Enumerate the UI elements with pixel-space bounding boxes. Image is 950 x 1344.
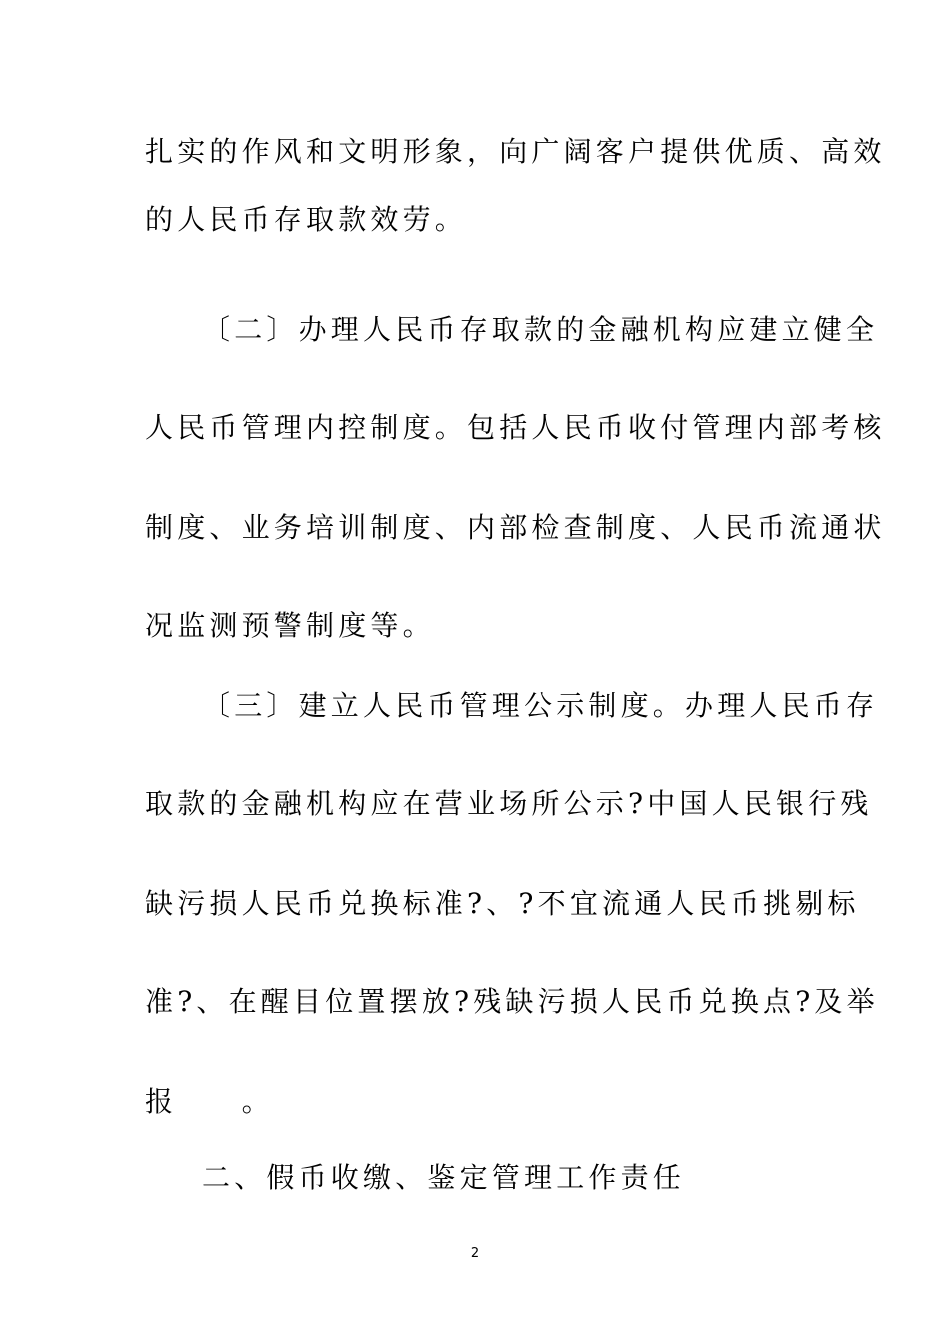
section-heading: 二、假币收缴、鉴定管理工作责任 <box>202 1161 686 1194</box>
page-number: 2 <box>470 1246 480 1261</box>
paragraph-line: 制度、业务培训制度、内部检查制度、人民币流通状 <box>145 511 886 544</box>
paragraph-line: 取款的金融机构应在营业场所公示?中国人民银行残 <box>145 787 873 820</box>
paragraph-line: 扎实的作风和文明形象，向广阔客户提供优质、高效 <box>145 135 886 168</box>
paragraph-line: 准?、在醒目位置摆放?残缺污损人民币兑换点?及举 <box>145 985 879 1018</box>
paragraph-line: 人民币管理内控制度。包括人民币收付管理内部考核 <box>145 411 886 444</box>
paragraph-line: 〔二〕办理人民币存取款的金融机构应建立健全 <box>202 313 879 346</box>
paragraph-line: 报 。 <box>145 1085 274 1118</box>
paragraph-line: 〔三〕建立人民币管理公示制度。办理人民币存 <box>202 689 879 722</box>
paragraph-line: 缺污损人民币兑换标准?、?不宜流通人民币挑剔标 <box>145 887 860 920</box>
paragraph-line: 的人民币存取款效劳。 <box>145 203 468 236</box>
paragraph-line: 况监测预警制度等。 <box>145 609 435 642</box>
